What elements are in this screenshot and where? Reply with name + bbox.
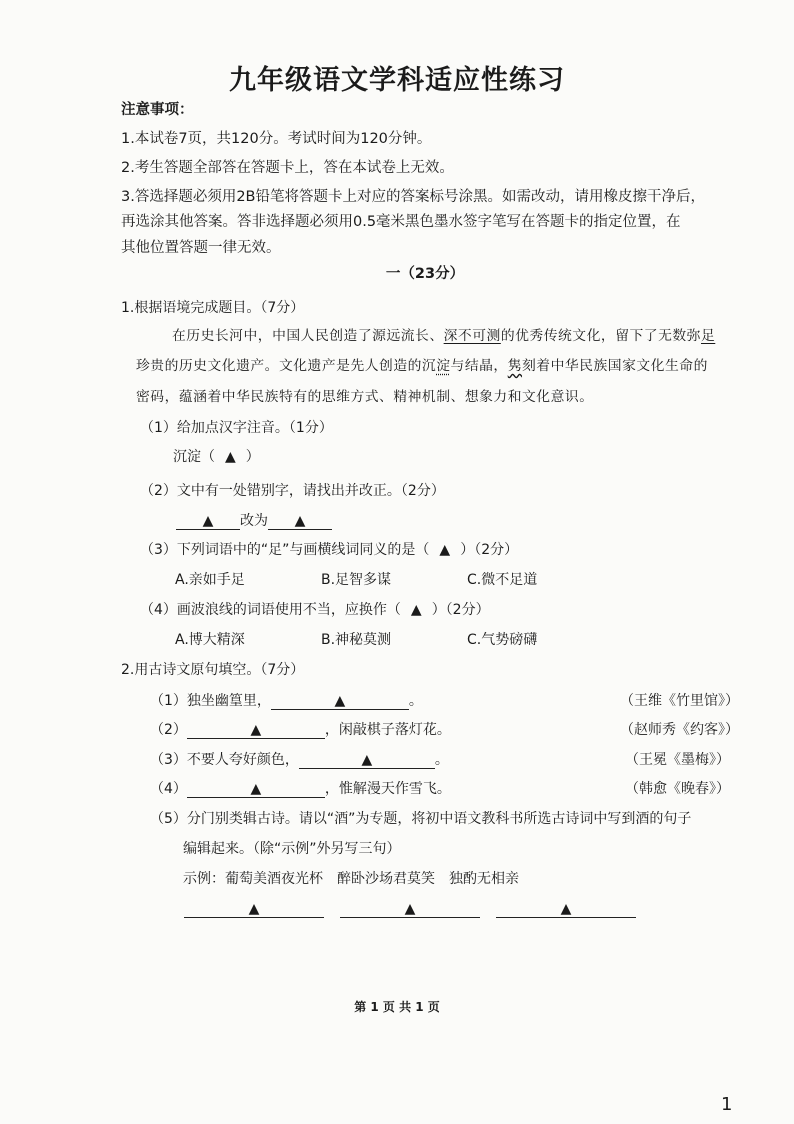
q1-sub2-answer: ▲ 改为 ▲ bbox=[176, 510, 332, 530]
option-a[interactable]: A.博大精深 bbox=[175, 632, 245, 648]
answer-triangle-icon: ▲ bbox=[250, 781, 262, 797]
q2-sub5: （5）分门别类辑古诗。请以“酒”为专题，将初中语文教科书所选古诗词中写到酒的句子 bbox=[150, 811, 692, 827]
underlined-char: 足 bbox=[700, 328, 716, 344]
q2-line-4-source: （韩愈《晚春》） bbox=[625, 781, 730, 797]
q1-stem: 1.根据语境完成题目。（7分） bbox=[121, 300, 305, 316]
q2-line-4: （4） ▲ ，惟解漫天作雪飞。 bbox=[150, 781, 451, 797]
wavy-char: 隽 bbox=[507, 358, 523, 374]
page-title: 九年级语文学科适应性练习 bbox=[229, 65, 565, 96]
answer-triangle-icon: ▲ bbox=[202, 513, 214, 529]
page-footer: 第 1 页 共 1 页 bbox=[354, 1000, 440, 1014]
answer-blank[interactable] bbox=[187, 723, 325, 739]
notice-item-3: 3.答选择题必须用2B铅笔将答题卡上对应的答案标号涂黑。如需改动，请用橡皮擦干净后， bbox=[121, 189, 706, 205]
section-heading: 一（23分） bbox=[385, 266, 465, 282]
q1-sub1-answer: 沉淀（ ▲ ） bbox=[173, 449, 260, 465]
q1-sub3: （3）下列词语中的“足”与画横线词同义的是（ ▲ ）（2分） bbox=[140, 542, 519, 558]
notice-heading: 注意事项： bbox=[121, 102, 194, 118]
option-b[interactable]: B.足智多谋 bbox=[321, 572, 392, 588]
q1-sub4-options bbox=[175, 629, 537, 649]
answer-triangle-icon: ▲ bbox=[225, 449, 236, 465]
q2-line-3-source: （王冕《墨梅》） bbox=[625, 752, 730, 768]
answer-blank[interactable] bbox=[340, 902, 480, 918]
q1-sub3-options bbox=[175, 569, 537, 589]
q2-stem: 2.用古诗文原句填空。（7分） bbox=[121, 662, 305, 678]
q2-example: 示例：葡萄美酒夜光杯 醉卧沙场君莫笑 独酌无相亲 bbox=[183, 871, 519, 887]
option-b[interactable]: B.神秘莫测 bbox=[321, 632, 392, 648]
q2-line-1: （1）独坐幽篁里， ▲ 。 bbox=[150, 693, 423, 709]
option-a[interactable]: A.亲如手足 bbox=[175, 572, 245, 588]
q1-sub4: （4）画波浪线的词语使用不当，应换作（ ▲ ）（2分） bbox=[140, 602, 490, 618]
q2-line-3: （3）不要人夸好颜色， ▲ 。 bbox=[150, 752, 449, 768]
option-c[interactable]: C.气势磅礴 bbox=[467, 632, 538, 648]
answer-blank[interactable] bbox=[176, 514, 240, 530]
answer-triangle-icon: ▲ bbox=[410, 602, 422, 618]
dotted-char: 淀 bbox=[436, 358, 451, 374]
answer-blank[interactable] bbox=[184, 902, 324, 918]
answer-triangle-icon: ▲ bbox=[439, 542, 451, 558]
answer-triangle-icon: ▲ bbox=[250, 722, 262, 738]
answer-triangle-icon: ▲ bbox=[334, 693, 346, 709]
answer-blank[interactable] bbox=[271, 694, 409, 710]
q1-passage-line-1: 在历史长河中，中国人民创造了源远流长、深不可测的优秀传统文化，留下了无数弥足 bbox=[172, 328, 716, 344]
q2-sub5-blanks bbox=[184, 899, 636, 918]
answer-triangle-icon: ▲ bbox=[294, 513, 306, 529]
answer-triangle-icon: ▲ bbox=[560, 901, 572, 917]
notice-item-3-end: 其他位置答题一律无效。 bbox=[121, 240, 281, 256]
notice-item-3-cont: 再选涂其他答案。答非选择题必须用0.5毫米黑色墨水签字笔写在答题卡的指定位置，在 bbox=[121, 214, 681, 230]
q1-passage-line-2: 珍贵的历史文化遗产。文化遗产是先人创造的沉淀与结晶，隽刻着中华民族国家文化生命的 bbox=[136, 358, 708, 374]
q2-sub5-cont: 编辑起来。（除“示例”外另写三句） bbox=[183, 841, 401, 857]
page-number: 1 bbox=[721, 1094, 733, 1115]
q1-passage-line-3: 密码，蕴涵着中华民族特有的思维方式、精神机制、想象力和文化意识。 bbox=[136, 389, 594, 405]
q2-line-2: （2） ▲ ，闲敲棋子落灯花。 bbox=[150, 722, 451, 738]
answer-triangle-icon: ▲ bbox=[361, 752, 373, 768]
q1-sub2: （2）文中有一处错别字，请找出并改正。（2分） bbox=[140, 483, 445, 499]
answer-blank[interactable] bbox=[268, 514, 332, 530]
answer-blank[interactable] bbox=[187, 782, 325, 798]
underlined-word: 深不可测 bbox=[443, 328, 501, 344]
option-c[interactable]: C.微不足道 bbox=[467, 572, 538, 588]
notice-item-2: 2.考生答题全部答在答题卡上，答在本试卷上无效。 bbox=[121, 160, 454, 176]
answer-triangle-icon: ▲ bbox=[404, 901, 416, 917]
answer-blank[interactable] bbox=[496, 902, 636, 918]
answer-triangle-icon: ▲ bbox=[248, 901, 260, 917]
answer-blank[interactable] bbox=[299, 753, 435, 769]
q2-line-2-source: （赵师秀《约客》） bbox=[620, 722, 739, 738]
q1-sub1: （1）给加点汉字注音。（1分） bbox=[140, 420, 333, 436]
notice-item-1: 1.本试卷7页，共120分。考试时间为120分钟。 bbox=[121, 131, 432, 147]
q2-line-1-source: （王维《竹里馆》） bbox=[620, 693, 739, 709]
